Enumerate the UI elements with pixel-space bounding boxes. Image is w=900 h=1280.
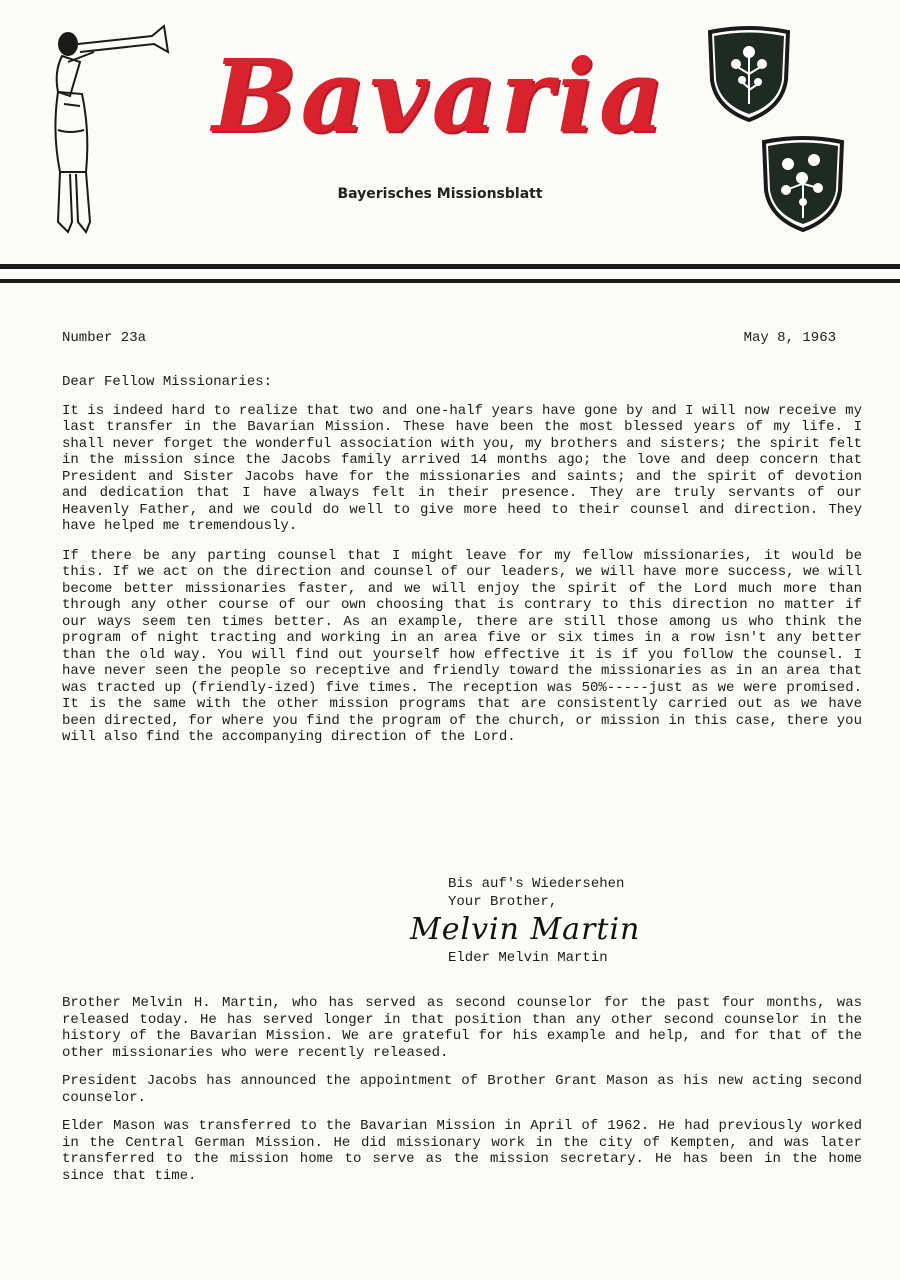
letter-body <box>62 374 862 759</box>
masthead-title: Bavaria <box>212 37 668 155</box>
masthead-rule-top <box>0 264 900 269</box>
announcement-paragraph: Brother Melvin H. Martin, who has served as second counselor for the past four months, was released today. He has served longer in that position than any other second counselor in the history of the Bavarian Mission. We are grateful for his example and help, and for that of the other missionaries who were recently released. <box>62 995 862 1061</box>
announcement-paragraph: President Jacobs has announced the appointment of Brother Grant Mason as his new acting second counselor. <box>62 1073 862 1106</box>
masthead <box>0 0 900 300</box>
handwritten-signature: Melvin Martin <box>410 912 641 947</box>
letter-paragraph: If there be any parting counsel that I might leave for my fellow missionaries, it would be this. If we act on the direction and counsel of our leaders, we will have more success, we will become better missionaries faster, and we will enjoy the spirit of the Lord much more than through any other course of our own choosing that is contrary to this direction no matter if our ways seem ten times better. As an example, there are still those among us who think the program of night tracting and working in an area five or six times in a row isn't any better than the old way. You will find out yourself how effective it is if you follow the counsel. I have never seen the people so receptive and friendly toward the missionaries as in an area that was tracted up (friendly-ized) five times. The reception was 50%-----just as we were promised. It is the same with the other mission programs that are consistently carried out as we have been directed, for where you find the program of the church, or mission in this case, there you will also find the accompanying direction of the Lord. <box>62 547 862 745</box>
salutation: Dear Fellow Missionaries: <box>62 374 273 390</box>
floral-shield-crest-icon <box>704 24 794 124</box>
masthead-rule-bottom <box>0 279 900 283</box>
letter-paragraph: It is indeed hard to realize that two and one-half years have gone by and I will now receive my last transfer in the Bavarian Mission. These have been the most blessed years of my life. I shall never forget the wonderful association with you, my brothers and sisters; the spirit felt in the mission since the Jacobs family arrived 14 months ago; the love and deep concern that President and Sister Jacobs have for the missionaries and saints; and the spirit of devotion and dedication that I have always felt in their presence. They are truly servants of our Heavenly Father, and we could do well to give more heed to their counsel and direction. They have helped me tremendously. <box>62 402 862 534</box>
floral-shield-crest-icon <box>758 134 848 234</box>
announcement-paragraph: Elder Mason was transferred to the Bavarian Mission in April of 1962. He had previously worked in the Central German Mission. He did missionary work in the city of Kempten, and was later transferred to the mission home to serve as the mission secretary. He has been in the home since that time. <box>62 1118 862 1184</box>
closing-line: Your Brother, <box>448 894 558 910</box>
herald-trumpeter-icon <box>40 22 180 247</box>
signer-name: Elder Melvin Martin <box>448 950 608 966</box>
closing-block <box>448 875 624 911</box>
closing-line: Bis auf's Wiedersehen <box>448 876 625 892</box>
issue-number: Number 23a <box>62 330 147 346</box>
issue-date: May 8, 1963 <box>743 330 836 346</box>
masthead-subtitle: Bayerisches Missionsblatt <box>337 186 543 202</box>
announcements <box>62 995 862 1196</box>
